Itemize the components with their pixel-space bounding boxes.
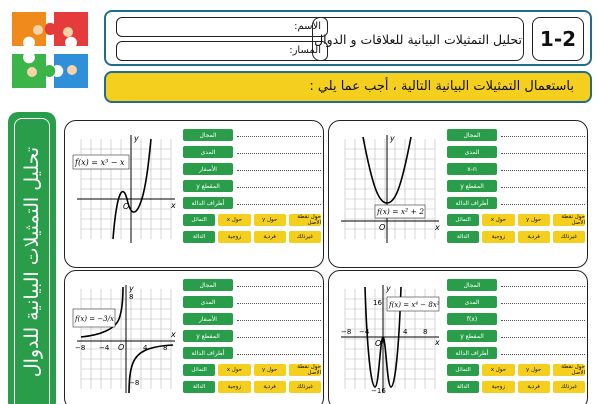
graph-2 [335,129,443,249]
answer-line[interactable] [501,303,585,304]
row-range [183,146,321,159]
chip-symmetry: التماثل [183,214,215,226]
x-label: x [435,223,440,232]
symmetry-row [183,364,321,377]
row-zeros [447,163,585,176]
y-label: y [390,134,395,143]
tick-label: −8 [75,344,86,352]
parity-row [183,231,321,244]
symmetry-row [447,214,585,227]
odd-button[interactable]: فردية [518,231,550,243]
sym-origin-button[interactable]: حول نقطة الأصل [553,214,585,226]
tick-label: 8 [163,344,168,352]
neither-button[interactable]: غيرذلك [553,231,585,243]
answer-line[interactable] [237,187,321,188]
chip-end-behavior: أطراف الدالة [183,347,233,359]
answer-line[interactable] [501,170,585,171]
row-y-intercept [183,180,321,193]
even-button[interactable]: زوجية [218,381,250,393]
chip-end-behavior: أطراف الدالة [183,197,233,209]
y-label: y [386,284,391,293]
tick-label: 8 [423,328,428,336]
tick-label: 16 [373,299,382,307]
y-label: y [129,284,134,293]
row-zeros [183,163,321,176]
row-zeros [447,313,585,326]
origin-label: O [123,202,130,211]
origin-label: O [375,339,382,348]
answer-rows-3 [183,279,321,398]
chip-y-intercept: المقطع y [183,180,233,192]
parity-row [183,381,321,394]
tick-label: 4 [143,344,148,352]
chip-domain: المجال [183,129,233,141]
graph-panel-1 [64,120,324,268]
answer-line[interactable] [501,187,585,188]
chip-domain: المجال [447,129,497,141]
sym-y-button[interactable]: حول y [518,214,550,226]
chip-y-intercept: المقطع y [447,180,497,192]
x-label: x [435,338,440,347]
even-button[interactable]: زوجية [482,381,514,393]
answer-line[interactable] [237,286,321,287]
row-y-intercept [447,330,585,343]
answer-line[interactable] [237,170,321,171]
answer-line[interactable] [501,337,585,338]
graph-4 [335,279,443,399]
track-field[interactable] [116,41,328,61]
answer-line[interactable] [237,303,321,304]
sym-y-button[interactable]: حول y [254,214,286,226]
tick-label: −8 [341,328,352,336]
chip-range: المدى [447,146,497,158]
origin-label: O [379,223,386,232]
chip-zeros: الأصفار [183,313,233,325]
name-field[interactable] [116,17,328,37]
chip-parity: الدالة [447,381,479,393]
row-y-intercept [447,180,585,193]
symmetry-row [183,214,321,227]
tick-label: −4 [99,344,110,352]
tick-label: −4 [359,328,370,336]
lesson-title: تحليل التمثيلات البيانية للعلاقات و الدوال [312,17,524,61]
row-zeros [183,313,321,326]
odd-button[interactable]: فردية [518,381,550,393]
x-label: x [171,201,176,210]
origin-label: O [118,343,125,352]
answer-line[interactable] [237,354,321,355]
tick-label: −16 [371,387,386,395]
answer-line[interactable] [501,136,585,137]
parity-row [447,381,585,394]
tick-label: −8 [129,379,140,387]
answer-line[interactable] [237,153,321,154]
chip-symmetry: التماثل [447,364,479,376]
sym-y-button[interactable]: حول y [518,364,550,376]
chip-y-intercept: المقطع y [447,330,497,342]
even-button[interactable]: زوجية [218,231,250,243]
graph-3 [71,279,179,399]
answer-rows-2 [447,129,585,248]
lesson-number: 1-2 [532,17,584,61]
row-domain [447,279,585,292]
neither-button[interactable]: غيرذلك [289,381,321,393]
answer-line[interactable] [237,320,321,321]
chip-range: المدى [183,296,233,308]
row-end-behavior [447,347,585,360]
graph-panel-4 [328,270,588,404]
track-label: المسار: [289,45,321,56]
tick-label: 4 [403,328,408,336]
header-box [104,10,592,66]
answer-rows-4 [447,279,585,398]
puzzle-hands-icon [8,8,96,92]
answer-line[interactable] [501,320,585,321]
chip-domain: المجال [183,279,233,291]
instruction-banner: باستعمال التمثيلات البيانية التالية ، أجب عما يلي : [104,71,592,103]
odd-button[interactable]: فردية [254,231,286,243]
sym-origin-button[interactable]: حول نقطة الأصل [289,214,321,226]
sym-x-button[interactable]: حول x [218,214,250,226]
chip-symmetry: التماثل [183,364,215,376]
answer-line[interactable] [501,204,585,205]
chip-parity: الدالة [183,381,215,393]
answer-line[interactable] [501,153,585,154]
row-y-intercept [183,330,321,343]
chip-domain: المجال [447,279,497,291]
row-domain [447,129,585,142]
neither-button[interactable]: غيرذلك [289,231,321,243]
sym-y-button[interactable]: حول y [254,364,286,376]
tick-label: 8 [129,293,134,301]
side-title-panel [8,112,56,404]
name-label: الاسم: [294,21,321,32]
row-range [183,296,321,309]
chip-parity: الدالة [447,231,479,243]
sym-x-button[interactable]: حول x [218,364,250,376]
symmetry-row [447,364,585,377]
neither-button[interactable]: غيرذلك [553,381,585,393]
side-title: تحليل التمثيلات البيانية للدوال [21,146,43,378]
chip-zeros: x-n [447,163,497,175]
answer-line[interactable] [237,204,321,205]
chip-zeros: الأصفار [183,163,233,175]
graph-panel-3 [64,270,324,404]
graph-panel-2 [328,120,588,268]
row-range [447,296,585,309]
answer-line[interactable] [237,136,321,137]
row-domain [183,279,321,292]
graph-1 [71,129,179,249]
row-range [447,146,585,159]
row-end-behavior [447,197,585,210]
sym-origin-button[interactable]: حول نقطة الأصل [553,364,585,376]
chip-symmetry: التماثل [447,214,479,226]
y-label: y [134,134,139,143]
chip-range: المدى [183,146,233,158]
chip-zeros: f(x) [447,313,497,325]
chip-y-intercept: المقطع y [183,330,233,342]
chip-end-behavior: أطراف الدالة [447,347,497,359]
formula: f(x) = x² + 2 [377,207,424,216]
parity-row [447,231,585,244]
chip-end-behavior: أطراف الدالة [447,197,497,209]
grid [81,139,171,239]
row-end-behavior [183,197,321,210]
formula: f(x) = −3/x [75,315,114,323]
answer-line[interactable] [237,337,321,338]
formula: f(x) = x⁴ − 8x² [389,301,440,309]
answer-rows-1 [183,129,321,248]
chip-parity: الدالة [183,231,215,243]
sym-origin-button[interactable]: حول نقطة الأصل [289,364,321,376]
sym-x-button[interactable]: حول x [482,364,514,376]
row-end-behavior [183,347,321,360]
even-button[interactable]: زوجية [482,231,514,243]
odd-button[interactable]: فردية [254,381,286,393]
answer-line[interactable] [501,354,585,355]
formula: f(x) = x³ − x [75,158,125,167]
answer-line[interactable] [501,286,585,287]
chip-range: المدى [447,296,497,308]
x-label: x [171,330,176,339]
grid [345,139,435,239]
row-domain [183,129,321,142]
sym-x-button[interactable]: حول x [482,214,514,226]
